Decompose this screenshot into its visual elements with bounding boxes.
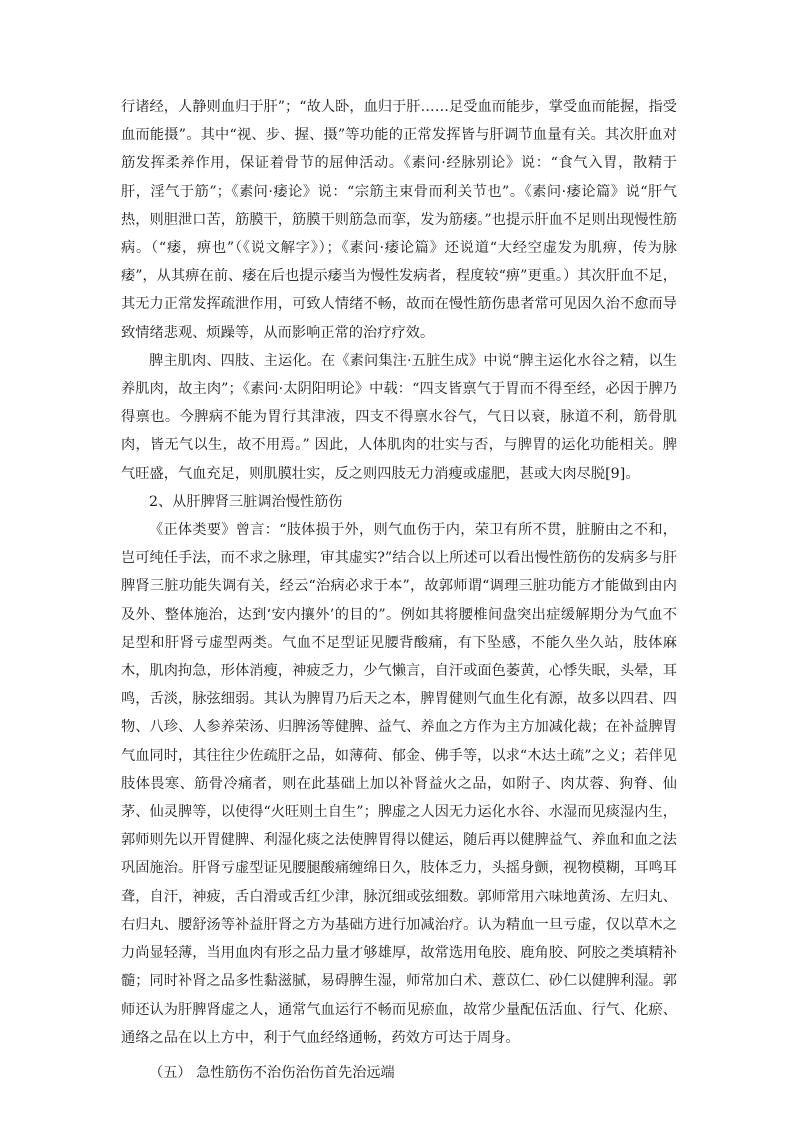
- section-heading-5: （五） 急性筋伤不治伤治伤首先治远端: [149, 1064, 395, 1081]
- section-heading-2: 2、从肝脾肾三脏调治慢性筋伤: [149, 493, 343, 510]
- paragraph-three-zang-treatment: 《正体类要》曾言：“肢体损于外，则气血伤于内，荣卫有所不贯，脏腑由之不和，岂可纯任手法，而不求之脉理，审其虚实?”结合以上所述可以看出慢性筋伤的发病多与肝脾肾三脏功能失调有关，经云“治病必求于本”，故郭师谓“调理三脏功能方才能做到由内及外、整体施治，达到‘安内攘外’的目的”。例如其将腰椎间盘突出症缓解期分为气血不足型和肝肾亏虚型两类。气血不足型证见腰背酸痛，有下坠感，不能久坐久站，肢体麻木，肌肉拘急，形体消瘦，神疲乏力，少气懒言，自汗或面色萎黄，心悸失眠，头晕，耳鸣，舌淡，脉弦细弱。其认为脾胃乃后天之本，脾胃健则气血生化有源，故多以四君、四物、八珍、人参养荣汤、归脾汤等健脾、益气、养血之方作为主方加减化裁；在补益脾胃气血同时，其往往少佐疏肝之品，如薄荷、郁金、佛手等，以求“木达土疏”之义；若伴见肢体畏寒、筋骨冷痛者，则在此基础上加以补肾益火之品，如附子、肉苁蓉、狗脊、仙茅、仙灵脾等，以使得“火旺则土自生”；脾虚之人因无力运化水谷、水湿而见痰湿内生，郭师则先以开胃健脾、利湿化痰之法使脾胃得以健运，随后再以健脾益气、养血和血之法巩固施治。肝肾亏虚型证见腰腿酸痛缠绵日久，肢体乏力，头摇身颤，视物模糊，耳鸣耳聋，自汗，神疲，舌白滑或舌红少津，脉沉细或弦细数。郭师常用六味地黄汤、左归丸、右归丸、腰舒汤等补益肝肾之方为基础方进行加减治疗。认为精血一旦亏虚，仅以草木之力尚显轻薄，当用血肉有形之品力量才够雄厚，故常选用龟胶、鹿角胶、阿胶之类填精补髓；同时补肾之品多性黏滋腻，易碍脾生湿，师常加白术、薏苡仁、砂仁以健脾利湿。郭师还认为肝脾肾虚之人，通常气血运行不畅而见瘀血，故常少量配伍活血、行气、化瘀、通络之品在以上方中，利于气血经络通畅，药效方可达于周身。: [121, 522, 677, 1046]
- paragraph-liver-blood: 行诸经，人静则血归于肝”；“故人卧，血归于肝……足受血而能步，掌受血而能握，指受血而能摄”。其中“视、步、握、摄”等功能的正常发挥皆与肝调节血量有关。其次肝血对筋发挥柔养作用，保证着骨节的屈伸活动。《素问·经脉别论》说：“食气入胃，散精于肝，淫气于筋”；《素问·痿论》说：“宗筋主束骨而利关节也”。《素问·痿论篇》说“肝气热，则胆泄口苦，筋膜干，筋膜干则筋急而挛，发为筋痿。”也提示肝血不足则出现慢性筋病。（“痿，痹也”（《说文解字》）；《素问·痿论篇》还说道“大经空虚发为肌痹，传为脉痿”，从其痹在前、痿在后也提示痿当为慢性发病者，程度较“痹”更重。）其次肝血不足，其无力正常发挥疏泄作用，可致人情绪不畅，故而在慢性筋伤患者常可见因久治不愈而导致情绪悲观、烦躁等，从而影响正常的治疗疗效。: [121, 99, 677, 341]
- page-body: [121, 93, 677, 1089]
- paragraph-spleen-muscle: 脾主肌肉、四肢、主运化。在《素问集注·五脏生成》中说“脾主运化水谷之精，以生养肌肉，故主肉”；《素问·太阴阳明论》中载：“四支皆禀气于胃而不得至经，必因于脾乃得禀也。今脾病不能为胃行其津液，四支不得禀水谷气，气日以衰，脉道不利，筋骨肌肉，皆无气以生，故不用焉。” 因此，人体肌肉的壮实与否，与脾胃的运化功能相关。脾气旺盛，气血充足，则肌膜壮实，反之则四肢无力消瘦或虚肥，甚或大肉尽脱[9]。: [121, 352, 677, 482]
